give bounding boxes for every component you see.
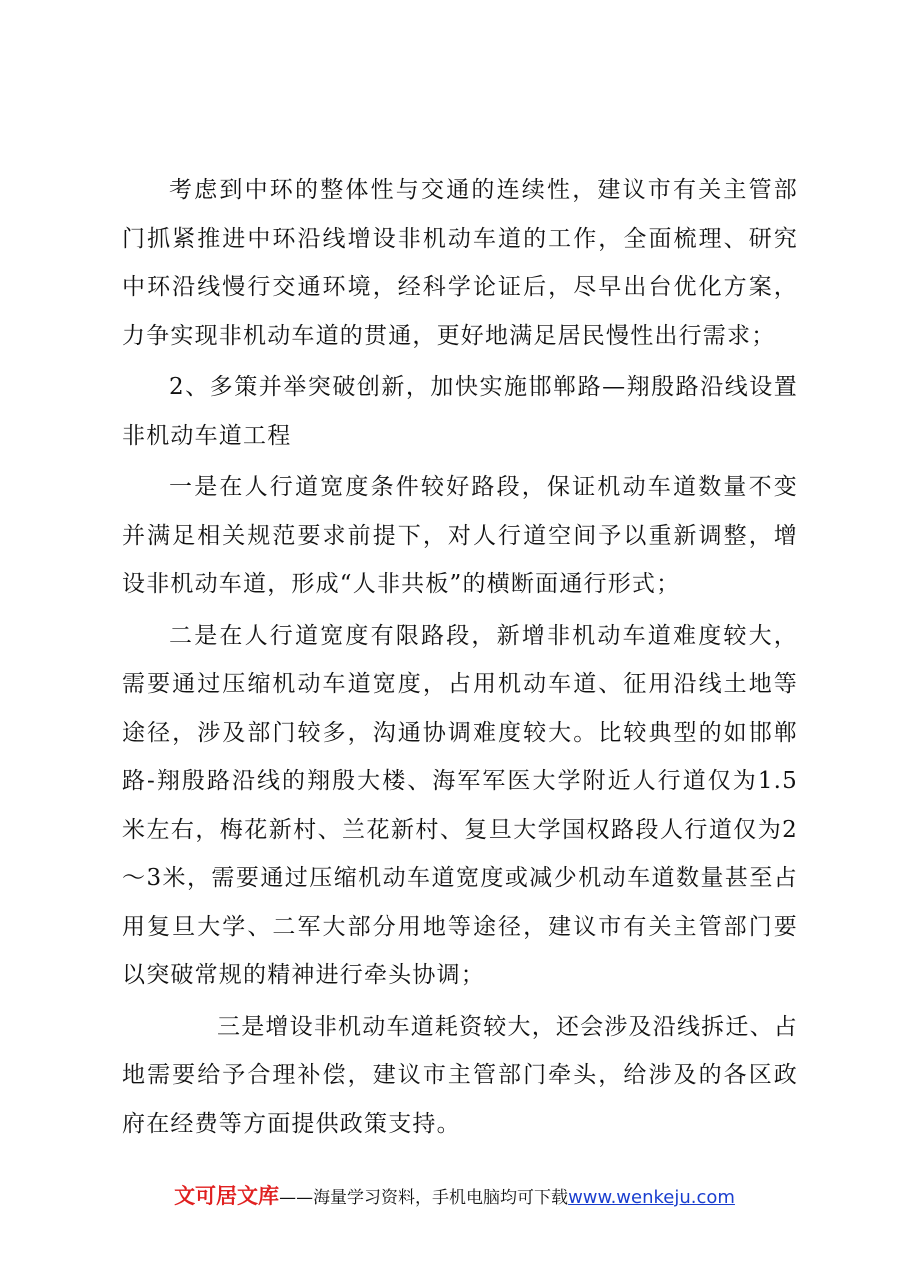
footer-website-link[interactable]: www.wenkeju.com [568,1187,735,1208]
page-footer [0,1180,909,1210]
paragraph-point-two: 二是在人行道宽度有限路段，新增非机动车道难度较大，需要通过压缩机动车道宽度，占用机动车道、征用沿线土地等途径，涉及部门较多，沟通协调难度较大。比较典型的如邯郸路-翔殷路沿线的翔殷大楼、海军军医大学附近人行道仅为1.5米左右，梅花新村、兰花新村、复旦大学国权路段人行道仅为2～3米，需要通过压缩机动车道宽度或减少机动车道数量甚至占用复旦大学、二军大部分用地等途径，建议市有关主管部门要以突破常规的精神进行牵头协调； [122,622,798,988]
paragraph-point-three: 三是增设非机动车道耗资较大，还会涉及沿线拆迁、占地需要给予合理补偿，建议市主管部门牵头，给涉及的各区政府在经费等方面提供政策支持。 [122,1013,798,1137]
paragraph-intro: 考虑到中环的整体性与交通的连续性，建议市有关主管部门抓紧推进中环沿线增设非机动车道的工作，全面梳理、研究中环沿线慢行交通环境，经科学论证后，尽早出台优化方案，力争实现非机动车道的贯通，更好地满足居民慢性出行需求； [122,177,798,349]
footer-tagline: ——海量学习资料，手机电脑均可下载 [279,1188,569,1208]
footer-brand: 文可居文库 [174,1184,280,1208]
section-heading-2: 2、多策并举突破创新，加快实施邯郸路—翔殷路沿线设置非机动车道工程 [122,374,798,449]
document-body [122,166,798,1148]
paragraph-point-one: 一是在人行道宽度条件较好路段，保证机动车道数量不变并满足相关规范要求前提下，对人行道空间予以重新调整，增设非机动车道，形成“人非共板”的横断面通行形式； [122,474,798,597]
